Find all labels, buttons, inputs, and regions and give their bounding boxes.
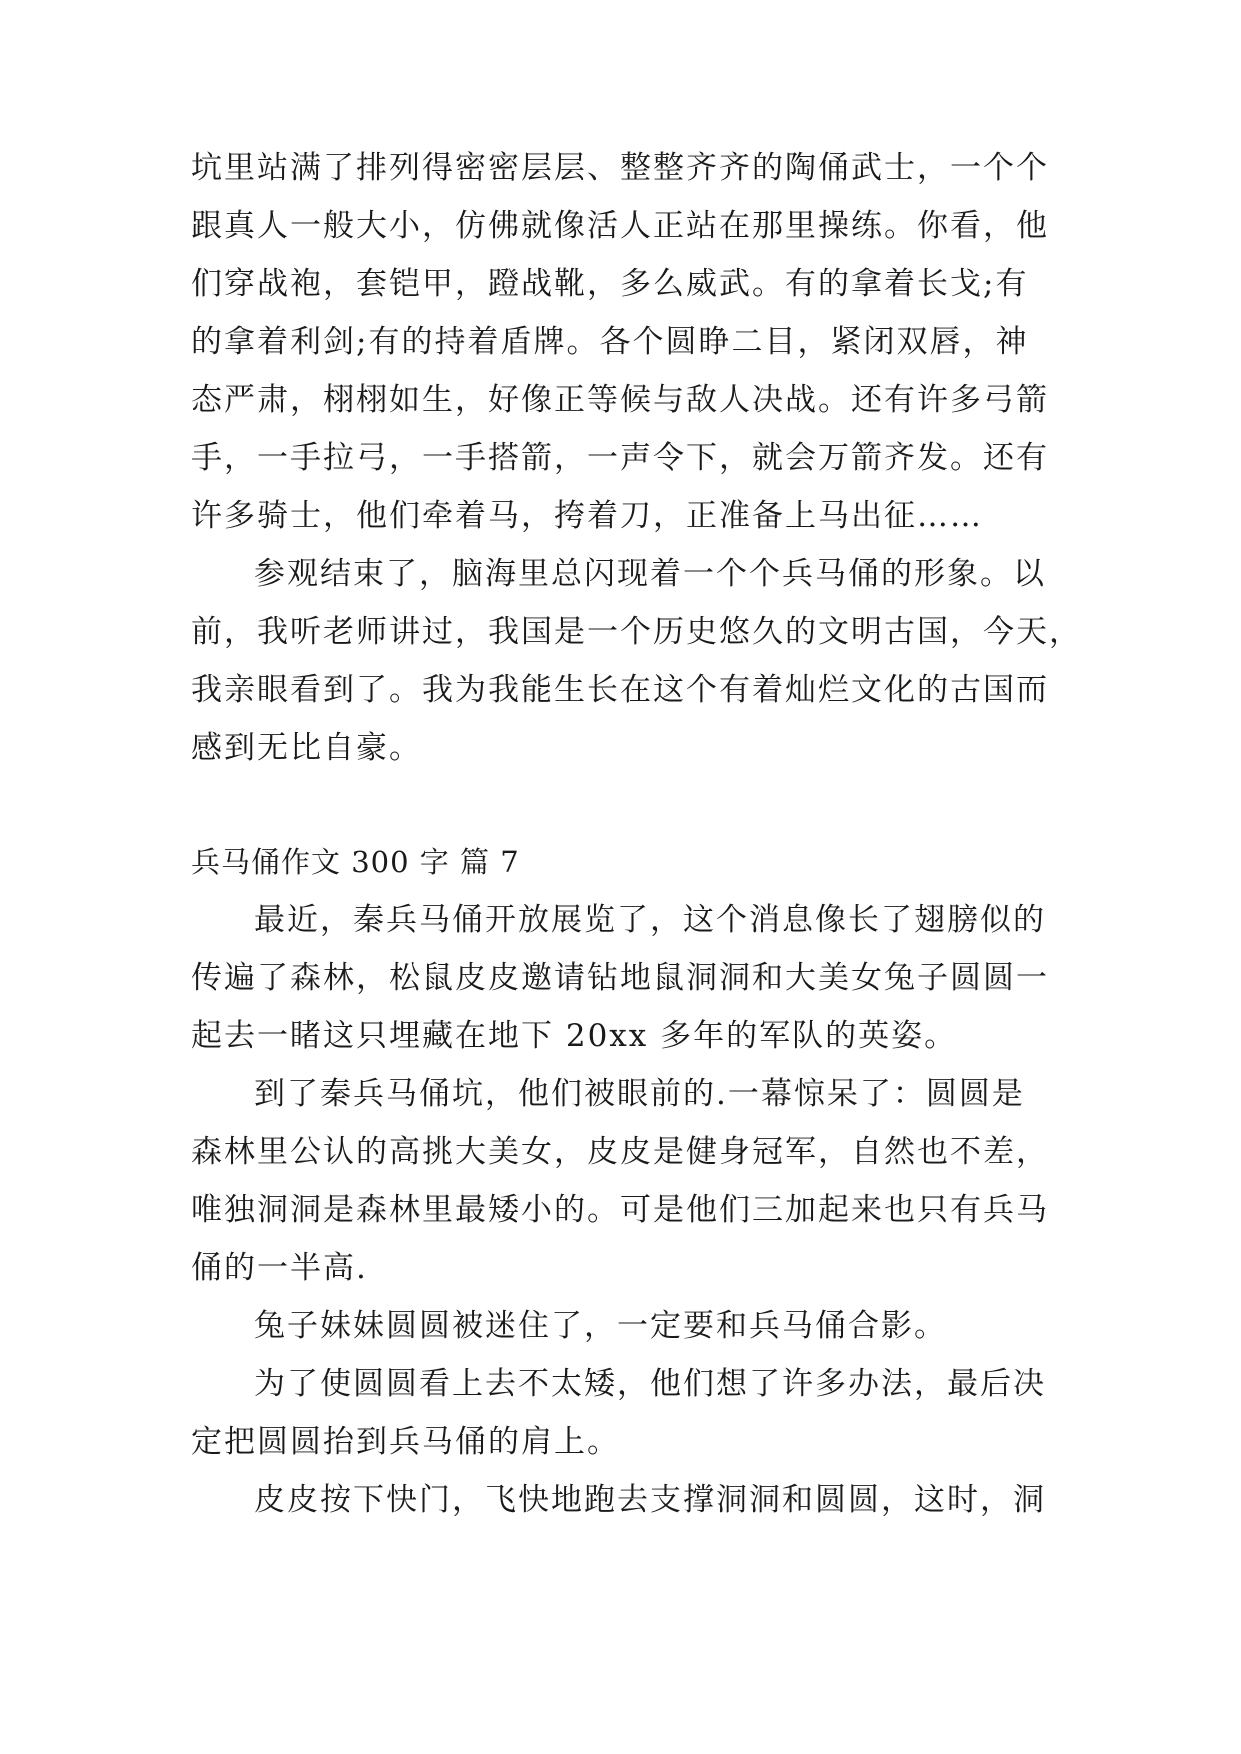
paragraph-line: 坑里站满了排列得密密层层、整整齐齐的陶俑武士，一个个 [191, 150, 1049, 186]
paragraph-line: 参观结束了，脑海里总闪现着一个个兵马俑的形象。以 [254, 556, 1046, 592]
paragraph-line: 我亲眼看到了。我为我能生长在这个有着灿烂文化的古国而 [191, 672, 1049, 708]
paragraph-line: 最近，秦兵马俑开放展览了，这个消息像长了翅膀似的 [254, 902, 1046, 938]
paragraph-line: 皮皮按下快门，飞快地跑去支撑洞洞和圆圆，这时，洞 [254, 1482, 1046, 1518]
paragraph-line: 态严肃，栩栩如生，好像正等候与敌人决战。还有许多弓箭 [191, 382, 1049, 418]
paragraph-line: 感到无比自豪。 [191, 730, 422, 766]
paragraph-line: 许多骑士，他们牵着马，挎着刀，正准备上马出征…… [191, 498, 983, 534]
paragraph-line: 们穿战袍，套铠甲，蹬战靴，多么威武。有的拿着长戈;有 [191, 266, 1029, 302]
paragraph-line: 到了秦兵马俑坑，他们被眼前的.一幕惊呆了：圆圆是 [254, 1076, 1025, 1112]
paragraph-line: 的拿着利剑;有的持着盾牌。各个圆睁二目，紧闭双唇，神 [191, 324, 1029, 360]
paragraph-line: 为了使圆圆看上去不太矮，他们想了许多办法，最后决 [254, 1366, 1046, 1402]
paragraph-line: 定把圆圆抬到兵马俑的肩上。 [191, 1424, 620, 1460]
section-heading: 兵马俑作文 300 字 篇 7 [191, 845, 520, 879]
paragraph-line: 传遍了森林，松鼠皮皮邀请钻地鼠洞洞和大美女兔子圆圆一 [191, 960, 1049, 996]
paragraph-line: 兔子妹妹圆圆被迷住了，一定要和兵马俑合影。 [254, 1308, 947, 1344]
paragraph-line: 前，我听老师讲过，我国是一个历史悠久的文明古国，今天， [191, 614, 1082, 650]
paragraph-line: 手，一手拉弓，一手搭箭，一声令下，就会万箭齐发。还有 [191, 440, 1049, 476]
paragraph-line: 森林里公认的高挑大美女，皮皮是健身冠军，自然也不差， [191, 1134, 1049, 1170]
paragraph-line: 跟真人一般大小，仿佛就像活人正站在那里操练。你看，他 [191, 208, 1049, 244]
paragraph-line: 唯独洞洞是森林里最矮小的。可是他们三加起来也只有兵马 [191, 1192, 1049, 1228]
paragraph-line: 起去一睹这只埋藏在地下 20xx 多年的军队的英姿。 [191, 1018, 958, 1054]
paragraph-line: 俑的一半高. [191, 1250, 368, 1286]
